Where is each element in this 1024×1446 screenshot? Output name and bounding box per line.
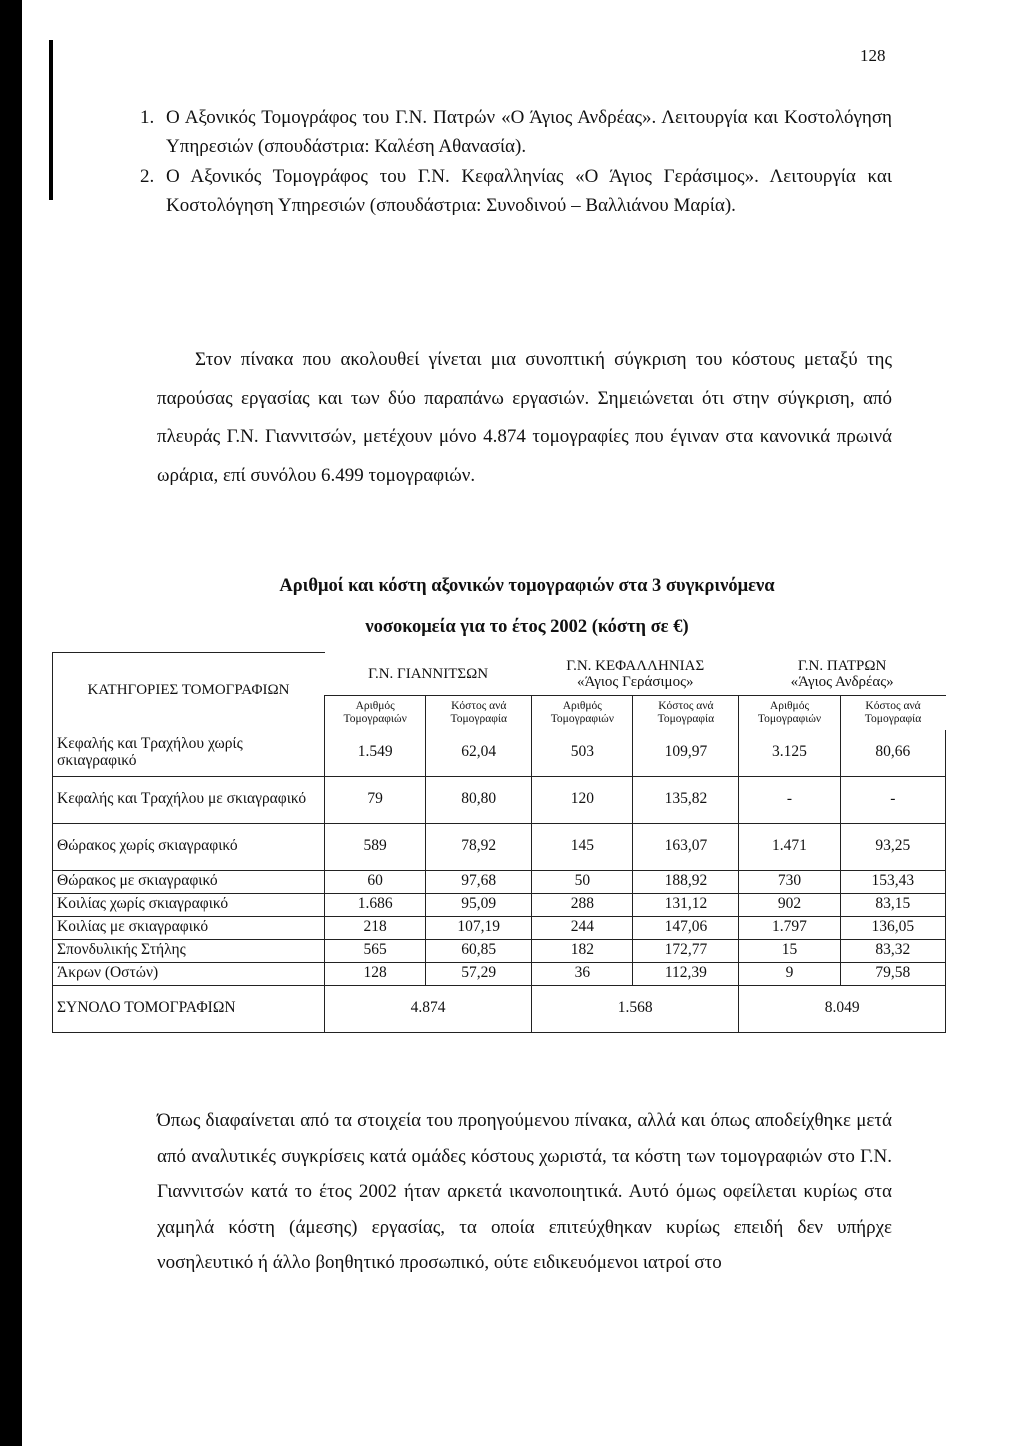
cell-value: 172,77 <box>633 939 739 962</box>
cell-value: 57,29 <box>426 962 532 985</box>
cell-value: 145 <box>532 823 633 870</box>
cell-value: 589 <box>325 823 426 870</box>
table-row <box>53 823 946 870</box>
row-label: Θώρακος χωρίς σκιαγραφικό <box>53 823 325 870</box>
table-caption <box>177 566 877 648</box>
cell-value: 9 <box>739 962 840 985</box>
cost-subheader: Κόστος ανά Τομογραφία <box>840 695 945 730</box>
cell-value: - <box>739 776 840 823</box>
reference-text: Ο Αξονικός Τομογράφος του Γ.Ν. Κεφαλληνίας «Ο Άγιος Γεράσιμος». Λειτουργία και Κοστολόγηση Υπηρεσιών (σπουδάστρια: Συνοδινού – Βαλλιάνου Μαρία). <box>166 166 892 216</box>
hospital-kefallinia-header <box>532 653 739 696</box>
cell-value: 565 <box>325 939 426 962</box>
cell-value: 97,68 <box>426 870 532 893</box>
hospital-patras-header <box>739 653 946 696</box>
cell-value: 83,15 <box>840 893 945 916</box>
cell-value: 136,05 <box>840 916 945 939</box>
total-giannitsa: 4.874 <box>325 985 532 1032</box>
ct-comparison-table <box>52 652 946 1033</box>
row-label: Κεφαλής και Τραχήλου με σκιαγραφικό <box>53 776 325 823</box>
hospital-kefallinia-subtitle: «Άγιος Γεράσιμος» <box>576 673 694 690</box>
table-caption-line-2: νοσοκομεία για το έτος 2002 (κόστη σε €) <box>365 617 689 637</box>
count-subheader: Αριθμός Τομογραφιών <box>532 695 633 730</box>
cell-value: 182 <box>532 939 633 962</box>
cell-value: 60 <box>325 870 426 893</box>
closing-paragraph-text: Όπως διαφαίνεται από τα στοιχεία του προηγούμενου πίνακα, αλλά και όπως αποδείχθηκε μετά από αναλυτικές συγκρίσεις κατά ομάδες κόστους χωριστά, τα κόστη των τομογραφιών στο Γ.Ν. Γιαννιτσών κατά το έτος 2002 ήταν αρκετά ικανοποιητικά. Αυτό όμως οφείλεται κυρίως στα χαμηλά κόστη (άμεσης) εργασίας, τα οποία επιτεύχθηκαν κυρίως επειδή δεν υπήρχε νοσηλευτικό ή άλλο βοηθητικό προσωπικό, ούτε ειδικευόμενοι ιατροί στο <box>157 1110 892 1274</box>
table-row <box>53 939 946 962</box>
cell-value: 79 <box>325 776 426 823</box>
cell-value: 503 <box>532 730 633 777</box>
reference-number: 1. <box>140 107 155 128</box>
total-kefallinia: 1.568 <box>532 985 739 1032</box>
cost-subheader: Κόστος ανά Τομογραφία <box>426 695 532 730</box>
cell-value: 288 <box>532 893 633 916</box>
reference-item-1 <box>140 104 892 161</box>
intro-paragraph <box>157 341 892 495</box>
cell-value: 79,58 <box>840 962 945 985</box>
reference-number: 2. <box>140 166 155 187</box>
cell-value: 120 <box>532 776 633 823</box>
cell-value: 60,85 <box>426 939 532 962</box>
cell-value: 78,92 <box>426 823 532 870</box>
cell-value: 80,66 <box>840 730 945 777</box>
cell-value: - <box>840 776 945 823</box>
count-subheader: Αριθμός Τομογραφιών <box>325 695 426 730</box>
row-label: Σπονδυλικής Στήλης <box>53 939 325 962</box>
cell-value: 1.686 <box>325 893 426 916</box>
cell-value: 36 <box>532 962 633 985</box>
cell-value: 3.125 <box>739 730 840 777</box>
cell-value: 107,19 <box>426 916 532 939</box>
cell-value: 902 <box>739 893 840 916</box>
cost-subheader: Κόστος ανά Τομογραφία <box>633 695 739 730</box>
cell-value: 244 <box>532 916 633 939</box>
hospital-kefallinia-name: Γ.Ν. ΚΕΦΑΛΛΗΝΙΑΣ <box>566 657 705 674</box>
cell-value: 15 <box>739 939 840 962</box>
total-patras: 8.049 <box>739 985 946 1032</box>
closing-paragraph <box>157 1103 892 1281</box>
cell-value: 95,09 <box>426 893 532 916</box>
hospital-patras-subtitle: «Άγιος Ανδρέας» <box>790 673 894 690</box>
scan-margin-line <box>49 40 53 200</box>
table-caption-line-1: Αριθμοί και κόστη αξονικών τομογραφιών στα 3 συγκρινόμενα <box>279 576 775 596</box>
cell-value: 1.797 <box>739 916 840 939</box>
reference-text: Ο Αξονικός Τομογράφος του Γ.Ν. Πατρών «Ο Άγιος Ανδρέας». Λειτουργία και Κοστολόγηση Υπηρεσιών (σπουδάστρια: Καλέση Αθανασία). <box>166 107 892 157</box>
intro-paragraph-text: Στον πίνακα που ακολουθεί γίνεται μια συνοπτική σύγκριση του κόστους μεταξύ της παρούσας εργασίας και των δύο παραπάνω εργασιών. Σημειώνεται ότι στην σύγκριση, από πλευράς Γ.Ν. Γιαννιτσών, μετέχουν μόνο 4.874 τομογραφίες που έγιναν στα κανονικά πρωινά ωράρια, επί συνόλου 6.499 τομογραφιών. <box>157 349 892 486</box>
cell-value: 218 <box>325 916 426 939</box>
table-row <box>53 730 946 777</box>
row-label: Κεφαλής και Τραχήλου χωρίς σκιαγραφικό <box>53 730 325 777</box>
cell-value: 93,25 <box>840 823 945 870</box>
document-page <box>22 0 1024 1446</box>
cell-value: 83,32 <box>840 939 945 962</box>
cell-value: 188,92 <box>633 870 739 893</box>
total-label: ΣΥΝΟΛΟ ΤΟΜΟΓΡΑΦΙΩΝ <box>53 985 325 1032</box>
cell-value: 1.471 <box>739 823 840 870</box>
table-row <box>53 776 946 823</box>
cell-value: 1.549 <box>325 730 426 777</box>
page-number: 128 <box>860 46 886 65</box>
table-row <box>53 893 946 916</box>
table-row <box>53 962 946 985</box>
row-label: Θώρακος με σκιαγραφικό <box>53 870 325 893</box>
row-label: Κοιλίας με σκιαγραφικό <box>53 916 325 939</box>
cell-value: 153,43 <box>840 870 945 893</box>
table-total-row <box>53 985 946 1032</box>
cell-value: 147,06 <box>633 916 739 939</box>
cell-value: 163,07 <box>633 823 739 870</box>
cell-value: 62,04 <box>426 730 532 777</box>
count-subheader: Αριθμός Τομογραφιών <box>739 695 840 730</box>
category-header: ΚΑΤΗΓΟΡΙΕΣ ΤΟΜΟΓΡΑΦΙΩΝ <box>53 653 325 730</box>
table-row <box>53 916 946 939</box>
row-label: Άκρων (Οστών) <box>53 962 325 985</box>
row-label: Κοιλίας χωρίς σκιαγραφικό <box>53 893 325 916</box>
cell-value: 50 <box>532 870 633 893</box>
cell-value: 128 <box>325 962 426 985</box>
cell-value: 109,97 <box>633 730 739 777</box>
cell-value: 135,82 <box>633 776 739 823</box>
reference-item-2 <box>140 163 892 220</box>
cell-value: 112,39 <box>633 962 739 985</box>
cell-value: 80,80 <box>426 776 532 823</box>
cell-value: 730 <box>739 870 840 893</box>
table-row <box>53 870 946 893</box>
hospital-giannitsa-header: Γ.Ν. ΓΙΑΝΝΙΤΣΩΝ <box>368 665 489 682</box>
hospital-patras-name: Γ.Ν. ΠΑΤΡΩΝ <box>797 657 887 674</box>
cell-value: 131,12 <box>633 893 739 916</box>
reference-list <box>140 104 892 220</box>
